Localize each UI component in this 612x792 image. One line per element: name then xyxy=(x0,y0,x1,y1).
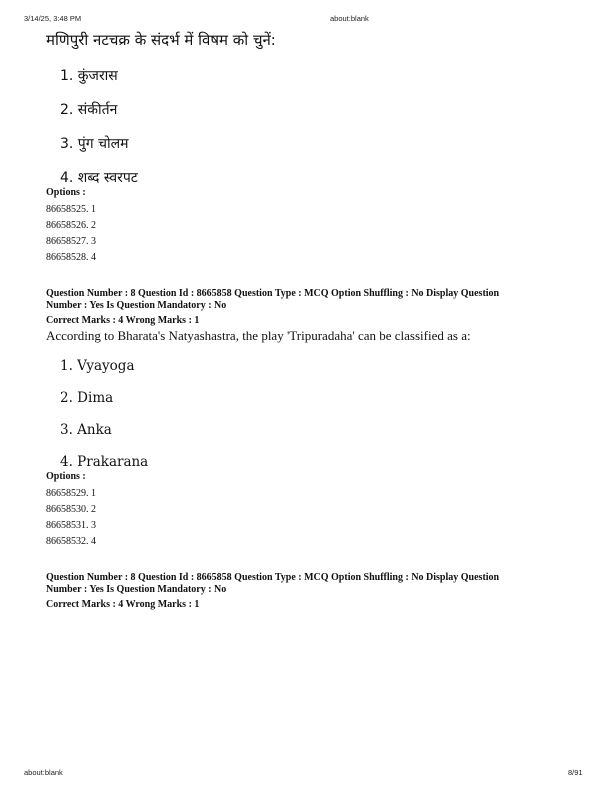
print-datetime: 3/14/25, 3:48 PM xyxy=(24,14,82,23)
option-id: 86658526. 2 xyxy=(46,220,96,231)
option-id: 86658525. 1 xyxy=(46,204,96,215)
option-3: 3. पुंग चोलम xyxy=(60,136,129,152)
option-id: 86658531. 3 xyxy=(46,520,96,531)
option-id: 86658529. 1 xyxy=(46,488,96,499)
question-meta xyxy=(46,288,566,312)
question-meta-line1: Question Number : 8 Question Id : 8665858 Question Type : MCQ Option Shuffling : No Display Question xyxy=(46,288,500,299)
footer-url: about:blank xyxy=(24,768,63,777)
question-meta-line2: Number : Yes Is Question Mandatory : No xyxy=(46,300,227,311)
question-marks: Correct Marks : 4 Wrong Marks : 1 xyxy=(46,315,200,326)
option-id: 86658532. 4 xyxy=(46,536,96,547)
question-meta xyxy=(46,572,566,596)
option-2: 2. संकीर्तन xyxy=(60,102,118,118)
option-id: 86658528. 4 xyxy=(46,252,96,263)
options-label: Options : xyxy=(46,187,86,198)
options-label: Options : xyxy=(46,471,86,482)
question-text-hindi: मणिपुरी नटचक्र के संदर्भ में विषम को चुनें: xyxy=(46,31,276,49)
option-3: 3. Anka xyxy=(60,422,112,438)
option-4: 4. Prakarana xyxy=(60,454,149,470)
option-4: 4. शब्द स्वरपट xyxy=(60,170,138,186)
option-1: 1. Vyayoga xyxy=(60,358,135,374)
question-meta-line2: Number : Yes Is Question Mandatory : No xyxy=(46,584,227,595)
print-url: about:blank xyxy=(330,14,369,23)
option-id: 86658530. 2 xyxy=(46,504,96,515)
option-2: 2. Dima xyxy=(60,390,114,406)
question-text: According to Bharata's Natyashastra, the play 'Tripuradaha' can be classified as a: xyxy=(46,328,471,343)
question-meta-line1: Question Number : 8 Question Id : 8665858 Question Type : MCQ Option Shuffling : No Display Question xyxy=(46,572,500,583)
question-marks: Correct Marks : 4 Wrong Marks : 1 xyxy=(46,599,200,610)
page-number: 8/91 xyxy=(568,768,583,777)
option-1: 1. कुंजरास xyxy=(60,68,118,84)
option-id: 86658527. 3 xyxy=(46,236,96,247)
